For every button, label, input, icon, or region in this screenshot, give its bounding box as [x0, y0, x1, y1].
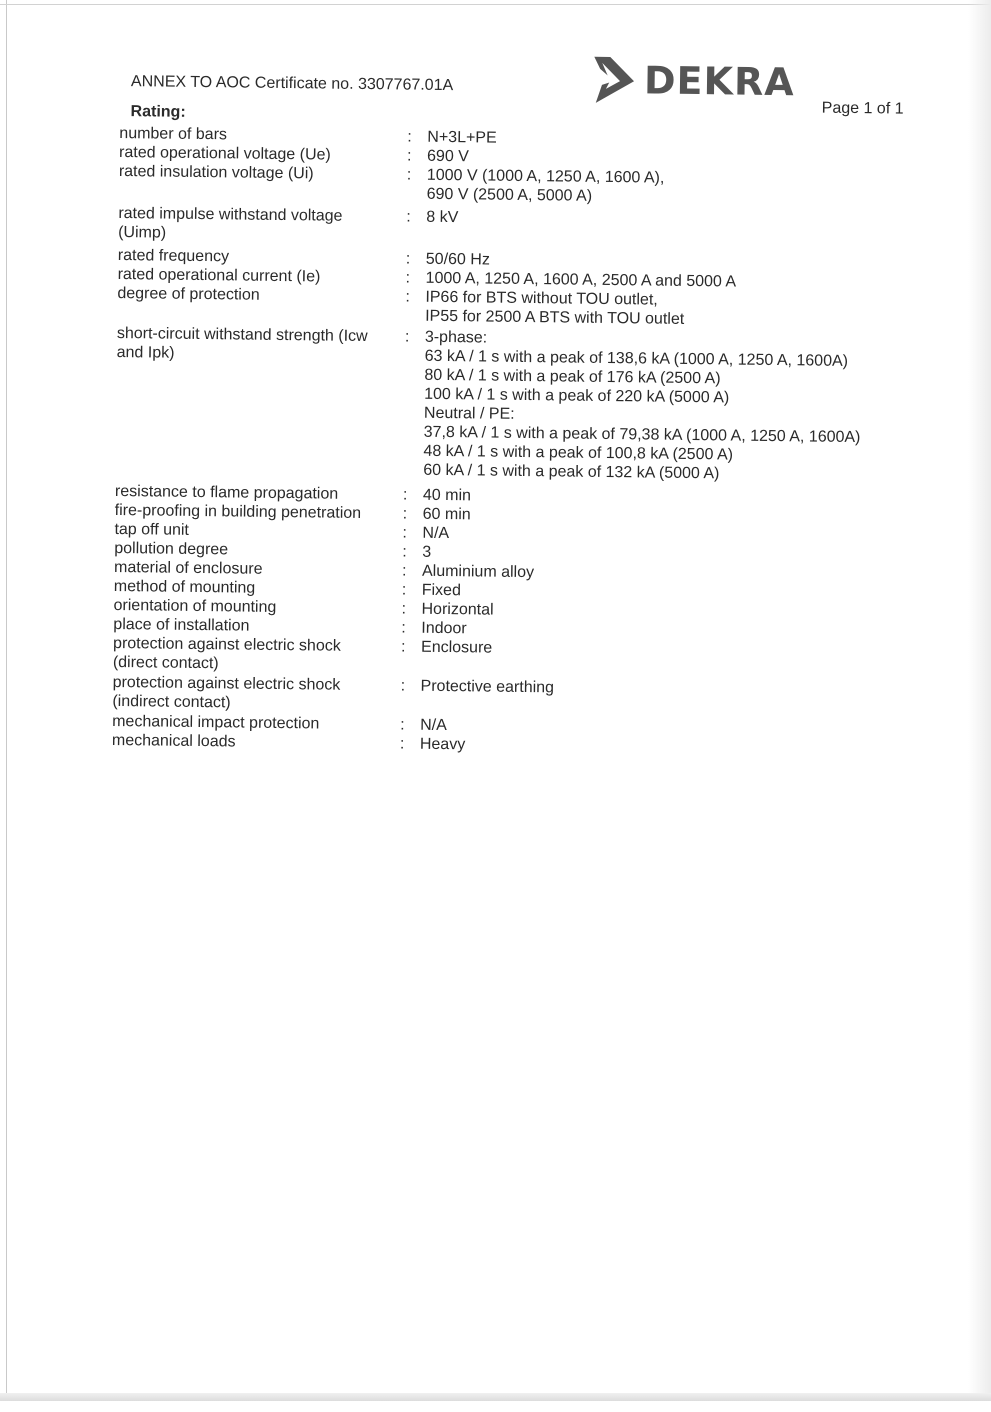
- page-number: Page 1 of 1: [821, 99, 904, 118]
- rating-colon: :: [402, 543, 407, 561]
- rating-label: rated impulse withstand voltage (Uimp): [118, 204, 343, 242]
- rating-value-line: IP66 for BTS without TOU outlet,: [425, 288, 658, 309]
- rating-colon: :: [405, 288, 410, 306]
- rating-value-line: 690 V (2500 A, 5000 A): [426, 185, 593, 205]
- document-title: ANNEX TO AOC Certificate no. 3307767.01A: [130, 73, 454, 95]
- rating-label: resistance to flame propagation: [114, 482, 339, 503]
- rating-colon: :: [406, 166, 412, 184]
- rating-value: [427, 166, 917, 210]
- rating-value-line: Protective earthing: [420, 677, 555, 697]
- rating-value-line: N+3L+PE: [427, 128, 497, 147]
- rating-colon: :: [406, 208, 411, 226]
- rating-value-line: N/A: [420, 716, 447, 735]
- rating-value-line: Horizontal: [421, 600, 494, 619]
- rating-colon: :: [401, 619, 406, 637]
- rating-value-line: Indoor: [421, 619, 467, 638]
- rating-value: [426, 208, 916, 233]
- rating-colon: :: [400, 677, 406, 695]
- rating-value-line: 60 kA / 1 s with a peak of 132 kA (5000 A): [423, 461, 720, 483]
- rating-value: [425, 288, 915, 332]
- rating-label: number of bars: [119, 124, 228, 144]
- rating-colon: :: [407, 128, 412, 146]
- rating-label: rated insulation voltage (Ui): [118, 162, 314, 183]
- rating-label: short-circuit withstand strength (Icw and Ipk): [116, 324, 368, 362]
- rating-label: degree of protection: [117, 284, 260, 304]
- rating-colon: :: [402, 524, 408, 542]
- rating-label: pollution degree: [114, 539, 229, 559]
- rating-row: [119, 162, 919, 212]
- rating-value-line: 48 kA / 1 s with a peak of 100,8 kA (2500 A): [423, 442, 734, 464]
- rating-label: tap off unit: [114, 520, 190, 539]
- rating-label: rated frequency: [117, 246, 230, 266]
- rating-label: protection against electric shock (direct contact): [112, 634, 341, 673]
- rating-colon: :: [399, 735, 405, 753]
- rating-label: orientation of mounting: [113, 596, 277, 616]
- rating-value-line: IP55 for 2500 A BTS with TOU outlet: [425, 307, 685, 328]
- rating-value-line: 40 min: [422, 486, 472, 505]
- rating-label: material of enclosure: [113, 558, 263, 578]
- rating-value-line: Fixed: [421, 581, 462, 600]
- rating-heading: Rating:: [130, 103, 186, 121]
- rating-label: protection against electric shock (indirect contact): [112, 673, 341, 712]
- dekra-arrow-icon: [590, 55, 637, 106]
- rating-label: mechanical loads: [111, 731, 236, 751]
- rating-value-line: 8 kV: [426, 208, 459, 227]
- rating-row: [115, 324, 917, 494]
- rating-label: mechanical impact protection: [112, 712, 320, 733]
- rating-label: rated operational voltage (Ue): [119, 143, 331, 164]
- rating-colon: :: [400, 638, 406, 656]
- rating-value-line: 37,8 kA / 1 s with a peak of 79,38 kA (1000 A, 1250 A, 1600A): [423, 423, 861, 447]
- rating-value-line: 690 V: [426, 147, 470, 166]
- rating-colon: :: [402, 486, 408, 504]
- rating-value-line: 3-phase:: [424, 328, 488, 347]
- rating-colon: :: [406, 147, 412, 165]
- rating-value-line: 80 kA / 1 s with a peak of 176 kA (2500 A): [424, 366, 721, 388]
- rating-value-line: Enclosure: [420, 638, 493, 657]
- rating-value-line: Heavy: [419, 735, 466, 754]
- rating-colon: :: [401, 562, 407, 580]
- rating-colon: :: [402, 505, 408, 523]
- rating-value-line: 1000 A, 1250 A, 1600 A, 2500 A and 5000 A: [425, 269, 737, 291]
- rating-value-line: 60 min: [422, 505, 471, 524]
- rating-label: method of mounting: [113, 577, 256, 597]
- rating-value-line: 63 kA / 1 s with a peak of 138,6 kA (1000 A, 1250 A, 1600A): [424, 347, 849, 370]
- rating-row: [118, 204, 918, 254]
- rating-colon: :: [401, 581, 407, 599]
- logo-text: DEKRA: [643, 58, 795, 105]
- rating-colon: :: [404, 328, 410, 346]
- rating-colon: :: [400, 716, 405, 734]
- rating-label: rated operational current (Ie): [117, 265, 321, 286]
- dekra-logo: [590, 54, 795, 108]
- rating-value-line: Aluminium alloy: [421, 562, 535, 582]
- rating-value-line: Neutral / PE:: [423, 404, 515, 423]
- rating-colon: :: [401, 600, 407, 618]
- rating-value-line: 100 kA / 1 s with a peak of 220 kA (5000 A): [424, 385, 730, 407]
- rating-table: [111, 124, 919, 754]
- rating-value-line: 50/60 Hz: [425, 250, 490, 269]
- rating-value-line: 1000 V (1000 A, 1250 A, 1600 A),: [426, 166, 665, 187]
- rating-value-line: N/A: [422, 524, 450, 543]
- rating-colon: :: [405, 250, 411, 268]
- rating-label: fire-proofing in building penetration: [114, 501, 362, 522]
- rating-value-line: 3: [422, 543, 432, 561]
- rating-value: [423, 328, 915, 486]
- rating-colon: :: [405, 269, 411, 287]
- rating-label: place of installation: [113, 615, 250, 635]
